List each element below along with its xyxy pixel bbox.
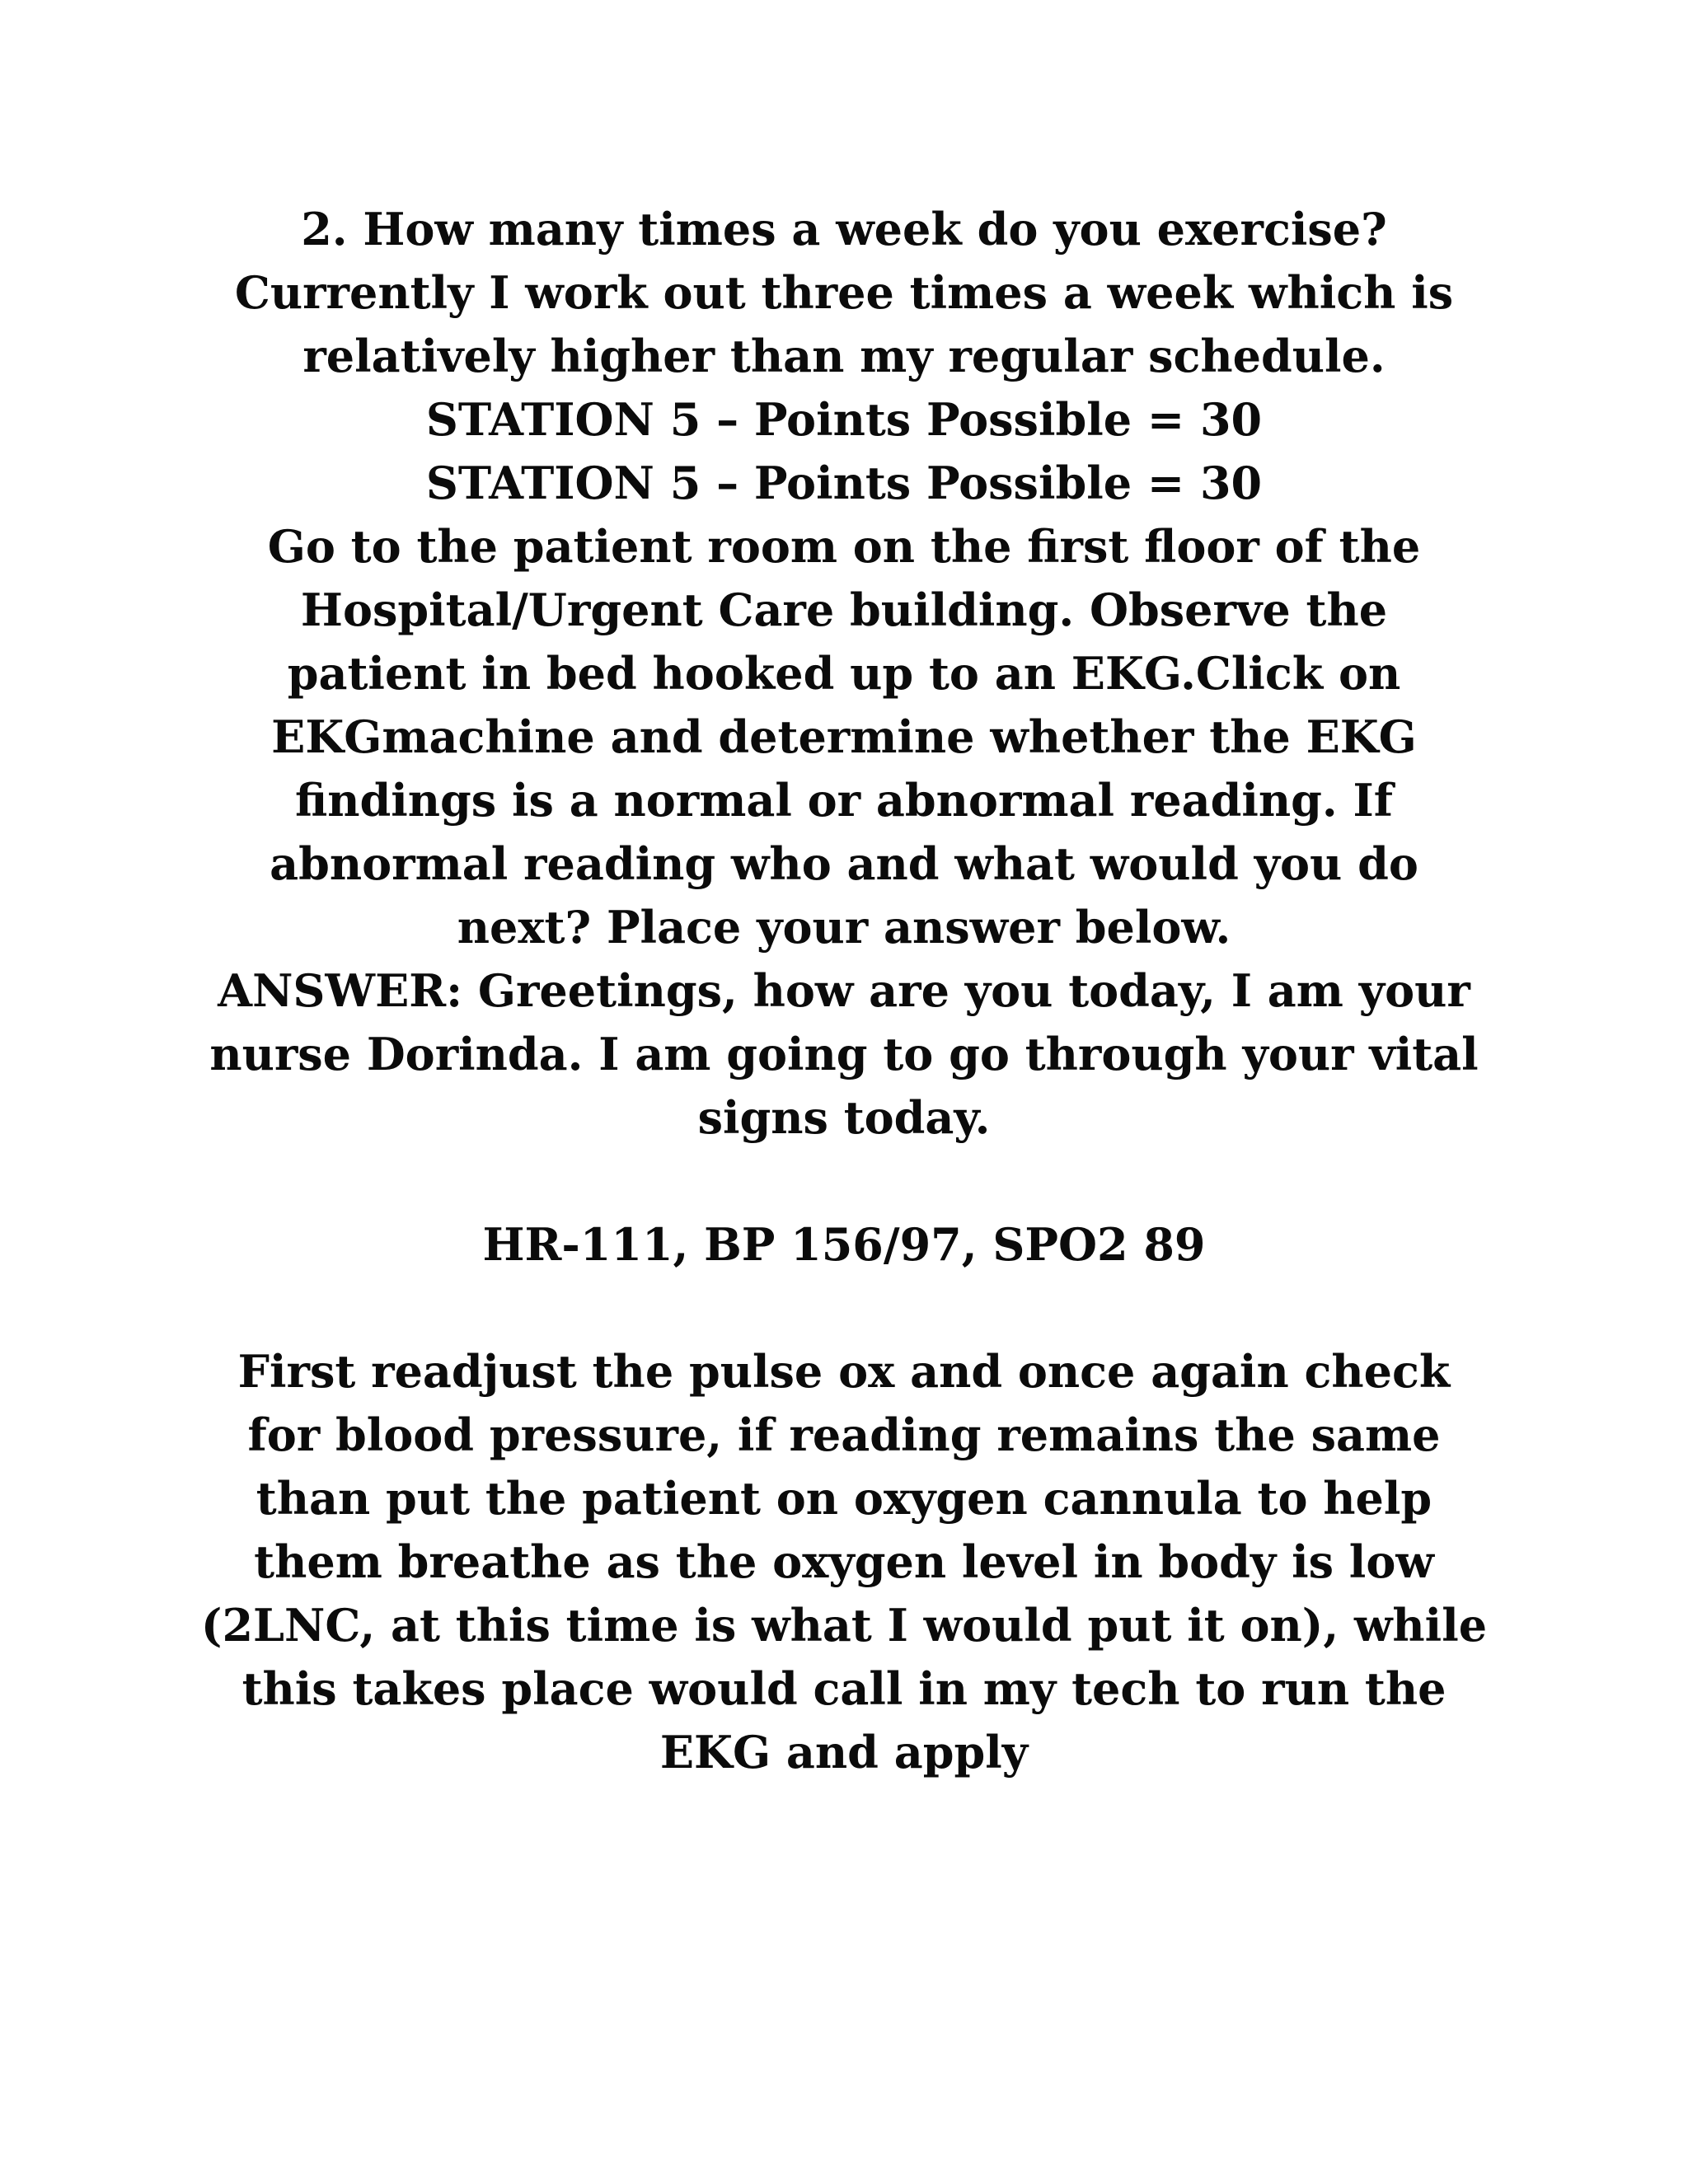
answer-line: (2LNC, at this time is what I would put it on), while <box>200 1599 1488 1652</box>
answer-line: than put the patient on oxygen cannula to help <box>256 1472 1432 1525</box>
blank-line <box>181 1277 1507 1340</box>
vitals-line: HR-111, BP 156/97, SPO2 89 <box>482 1218 1206 1271</box>
blank-line <box>181 1150 1507 1213</box>
answer-line: Currently I work out three times a week which is <box>234 266 1454 319</box>
answer-line: them breathe as the oxygen level in body is low <box>254 1535 1434 1588</box>
instruction-line: patient in bed hooked up to an EKG.Click on <box>287 647 1401 700</box>
answer-line: relatively higher than my regular schedule. <box>302 330 1386 382</box>
answer-line: this takes place would call in my tech to run the <box>241 1662 1447 1715</box>
instruction-line: findings is a normal or abnormal reading. If <box>294 774 1394 827</box>
answer-line: signs today. <box>697 1091 991 1144</box>
instruction-line: Hospital/Urgent Care building. Observe the <box>300 583 1388 636</box>
station-heading: STATION 5 – Points Possible = 30 <box>425 457 1263 509</box>
answer-line: First readjust the pulse ox and once again check <box>237 1345 1451 1398</box>
answer-line: ANSWER: Greetings, how are you today, I am your <box>218 964 1470 1017</box>
question-line: 2. How many times a week do you exercise? <box>301 203 1387 255</box>
document-body <box>181 198 1507 1784</box>
instruction-line: EKGmachine and determine whether the EKG <box>271 710 1417 763</box>
instruction-line: abnormal reading who and what would you do <box>270 837 1418 890</box>
station-heading: STATION 5 – Points Possible = 30 <box>425 393 1263 446</box>
answer-line: nurse Dorinda. I am going to go through your vital <box>209 1028 1479 1080</box>
answer-line: for blood pressure, if reading remains the same <box>247 1408 1441 1461</box>
instruction-line: Go to the patient room on the first floor of the <box>267 520 1421 573</box>
instruction-line: next? Place your answer below. <box>457 901 1231 954</box>
answer-line: EKG and apply <box>659 1726 1029 1779</box>
